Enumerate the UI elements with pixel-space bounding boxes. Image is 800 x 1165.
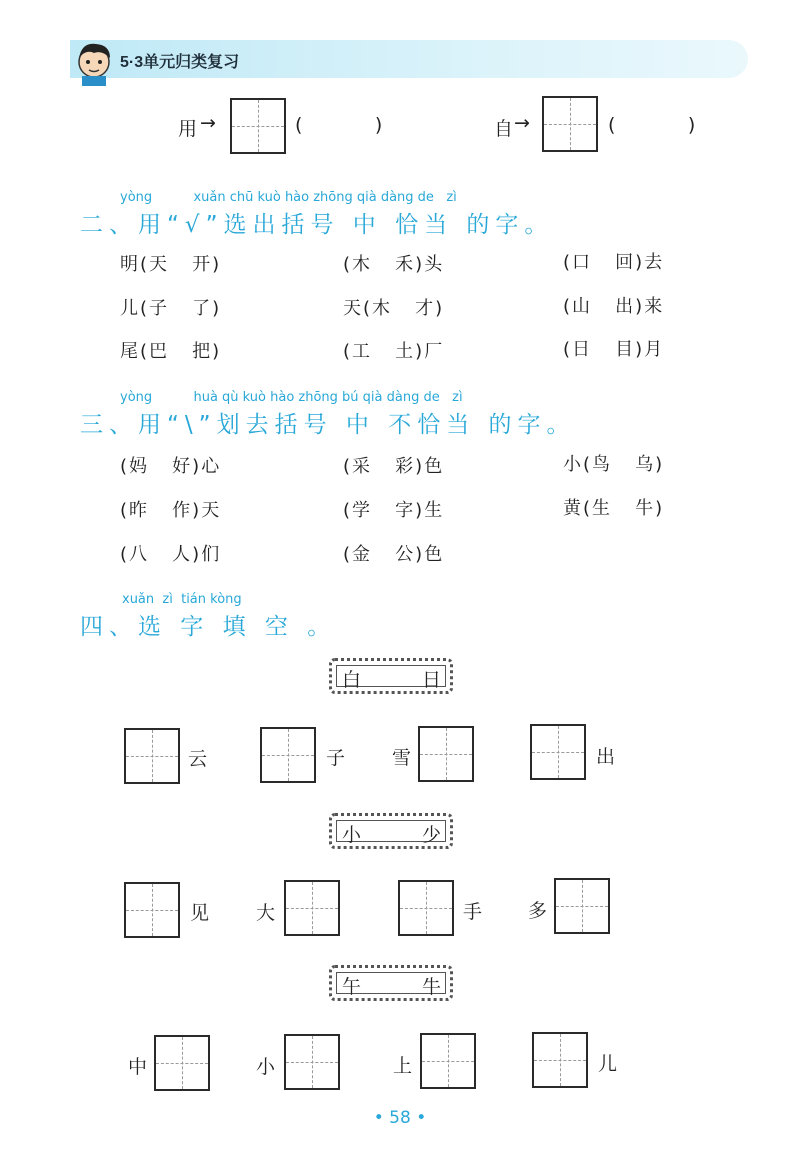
mascot-boy-icon bbox=[72, 40, 116, 86]
fill-label: 大 bbox=[256, 902, 276, 924]
s2-item[interactable]: (工 土)厂 bbox=[343, 341, 445, 362]
top-char-1: 用 bbox=[178, 118, 198, 140]
fill-label: 多 bbox=[528, 900, 548, 922]
section2-title: 二、用“√”选出括号 中 恰当 的字。 bbox=[80, 212, 554, 238]
s3-item[interactable]: (学 字)生 bbox=[343, 500, 445, 521]
s2-item[interactable]: 儿(子 了) bbox=[120, 298, 222, 319]
s2-item[interactable]: (日 目)月 bbox=[563, 339, 665, 360]
write-box[interactable] bbox=[154, 1035, 210, 1091]
fill-label: 小 bbox=[256, 1056, 276, 1078]
s3-item[interactable]: (金 公)色 bbox=[343, 544, 445, 565]
write-box-top-1[interactable] bbox=[230, 98, 286, 154]
s2-item[interactable]: (山 出)来 bbox=[563, 296, 665, 317]
arrow-2: → bbox=[514, 112, 530, 134]
write-box[interactable] bbox=[554, 878, 610, 934]
fill-label: 见 bbox=[190, 902, 210, 924]
write-box[interactable] bbox=[284, 880, 340, 936]
top-char-2: 自 bbox=[494, 118, 514, 140]
write-box[interactable] bbox=[530, 724, 586, 780]
fill-label: 手 bbox=[463, 901, 483, 923]
write-box-top-2[interactable] bbox=[542, 96, 598, 152]
s3-item[interactable]: 黄(生 牛) bbox=[563, 498, 665, 519]
answer-paren-2[interactable]: ( ) bbox=[608, 114, 696, 136]
fill-label: 上 bbox=[393, 1055, 413, 1077]
write-box[interactable] bbox=[398, 880, 454, 936]
s3-item[interactable]: (八 人)们 bbox=[120, 544, 222, 565]
write-box[interactable] bbox=[124, 882, 180, 938]
section4-pinyin: xuǎn zì tián kòng bbox=[122, 592, 242, 607]
write-box[interactable] bbox=[418, 726, 474, 782]
fill-label: 中 bbox=[128, 1056, 148, 1078]
fill-label: 云 bbox=[188, 748, 208, 770]
s2-item[interactable]: 尾(巴 把) bbox=[120, 341, 222, 362]
choice-char: 日 bbox=[422, 669, 442, 691]
write-box[interactable] bbox=[284, 1034, 340, 1090]
write-box[interactable] bbox=[124, 728, 180, 784]
choice-char: 白 bbox=[342, 669, 362, 691]
section3-pinyin: yòng huà qù kuò hào zhōng bú qià dàng de zì bbox=[120, 390, 463, 405]
choice-char: 牛 bbox=[422, 976, 442, 998]
arrow-1: → bbox=[200, 112, 216, 134]
section4-title: 四、选 字 填 空 。 bbox=[80, 614, 337, 640]
page-number: • 58 • bbox=[373, 1108, 427, 1128]
header-title: 5·3单元归类复习 bbox=[120, 54, 240, 71]
s3-item[interactable]: (昨 作)天 bbox=[120, 500, 222, 521]
s2-item[interactable]: 天(木 才) bbox=[343, 298, 445, 319]
choice-char: 少 bbox=[422, 824, 442, 846]
fill-label: 出 bbox=[596, 746, 616, 768]
s3-item[interactable]: 小(鸟 乌) bbox=[563, 454, 665, 475]
choice-char: 小 bbox=[342, 824, 362, 846]
write-box[interactable] bbox=[420, 1033, 476, 1089]
write-box[interactable] bbox=[532, 1032, 588, 1088]
s3-item[interactable]: (妈 好)心 bbox=[120, 456, 222, 477]
section3-title: 三、用“\”划去括号 中 不恰当 的字。 bbox=[80, 412, 576, 438]
s3-item[interactable]: (采 彩)色 bbox=[343, 456, 445, 477]
s2-item[interactable]: (口 回)去 bbox=[563, 252, 665, 273]
fill-label: 雪 bbox=[392, 747, 412, 769]
write-box[interactable] bbox=[260, 727, 316, 783]
s2-item[interactable]: (木 禾)头 bbox=[343, 254, 445, 275]
fill-label: 子 bbox=[326, 747, 346, 769]
section2-pinyin: yòng xuǎn chū kuò hào zhōng qià dàng de zì bbox=[120, 190, 457, 205]
answer-paren-1[interactable]: ( ) bbox=[295, 114, 383, 136]
choice-char: 午 bbox=[342, 976, 362, 998]
fill-label: 儿 bbox=[598, 1053, 618, 1075]
s2-item[interactable]: 明(天 开) bbox=[120, 254, 222, 275]
